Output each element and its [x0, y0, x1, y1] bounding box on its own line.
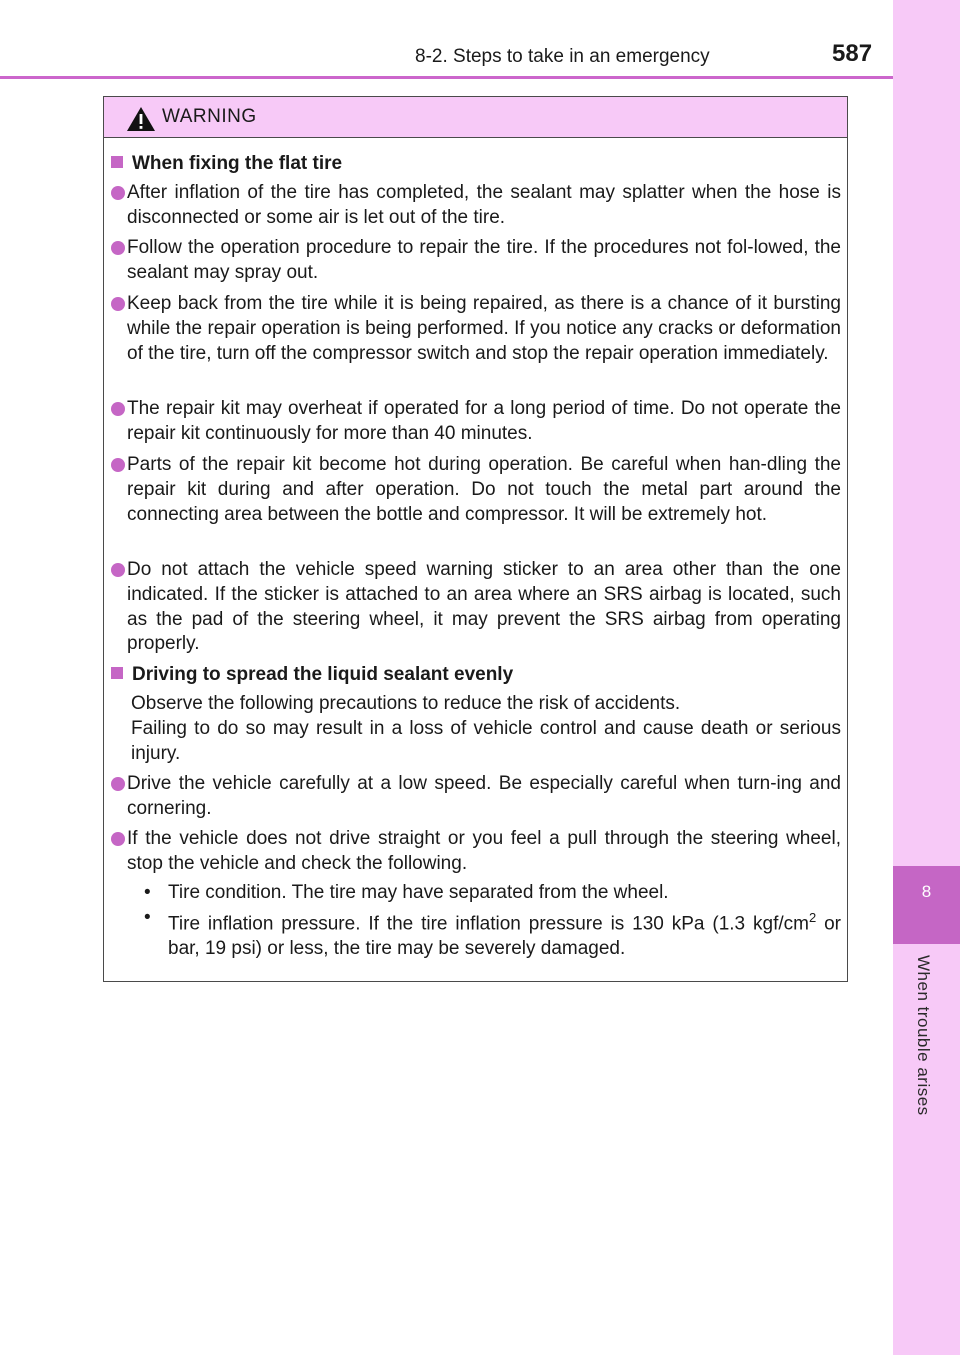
list-item: Follow the operation procedure to repair the tire. If the procedures not fol-lowed, the sealant may spray out.	[127, 236, 841, 286]
square-bullet-icon	[111, 156, 123, 168]
circle-bullet-icon	[111, 563, 125, 577]
section-heading: Driving to spread the liquid sealant evenly	[111, 663, 513, 688]
intro-text: Observe the following precautions to reduce the risk of accidents.	[131, 693, 681, 714]
sub-list-item: • Tire inflation pressure. If the tire inflation pressure is 130 kPa (1.3 kgf/$cm^2$ or bar, 19 psi) or less, the tire may be severely damaged.	[144, 907, 841, 960]
sub-list-item: • Tire condition. The tire may have separated from the wheel.	[144, 882, 669, 903]
circle-bullet-icon	[111, 186, 125, 200]
warning-box	[103, 96, 848, 982]
list-item: If the vehicle does not drive straight or you feel a pull through the steering wheel, stop the vehicle and check the following.	[127, 827, 841, 877]
warning-label: WARNING	[162, 106, 257, 127]
circle-bullet-icon	[111, 832, 125, 846]
list-item: The repair kit may overheat if operated for a long period of time. Do not operate the repair kit continuously for more than 40 minutes.	[127, 397, 841, 447]
intro-text: Failing to do so may result in a loss of vehicle control and cause death or serious injury.	[131, 718, 841, 764]
warning-header	[104, 97, 847, 138]
page-number: 587	[832, 40, 873, 67]
list-item: Keep back from the tire while it is being repaired, as there is a chance of it bursting while the repair operation is being performed. If you notice any cracks or deformation of the tire, turn off the compressor switch and stop the repair operation immediately.	[127, 292, 841, 366]
list-item: Do not attach the vehicle speed warning sticker to an area other than the one indicated. If the sticker is attached to an area where an SRS airbag is located, such as the pad of the steering wheel, it may prevent the SRS airbag from operating properly.	[127, 558, 841, 657]
circle-bullet-icon	[111, 402, 125, 416]
circle-bullet-icon	[111, 241, 125, 255]
chapter-number-tab	[893, 866, 960, 944]
square-bullet-icon	[111, 667, 123, 679]
circle-bullet-icon	[111, 297, 125, 311]
section-title: 8-2. Steps to take in an emergency	[415, 46, 710, 67]
circle-bullet-icon	[111, 458, 125, 472]
circle-bullet-icon	[111, 777, 125, 791]
warning-triangle-icon	[126, 106, 156, 132]
header-rule	[0, 76, 893, 79]
section-heading: When fixing the flat tire	[111, 152, 342, 177]
list-item: After inflation of the tire has completed, the sealant may splatter when the hose is disconnected or some air is let out of the tire.	[127, 181, 841, 231]
list-item: Parts of the repair kit become hot during operation. Be careful when han-dling the repair kit during and after operation. Do not touch the metal part around the connecting area between the bottle and compressor. It will be extremely hot.	[127, 453, 841, 527]
list-item: Drive the vehicle carefully at a low speed. Be especially careful when turn-ing and cornering.	[127, 772, 841, 822]
chapter-side-tab	[893, 0, 960, 1355]
chapter-number: 8	[921, 882, 932, 901]
chapter-title: When trouble arises	[914, 955, 933, 1116]
